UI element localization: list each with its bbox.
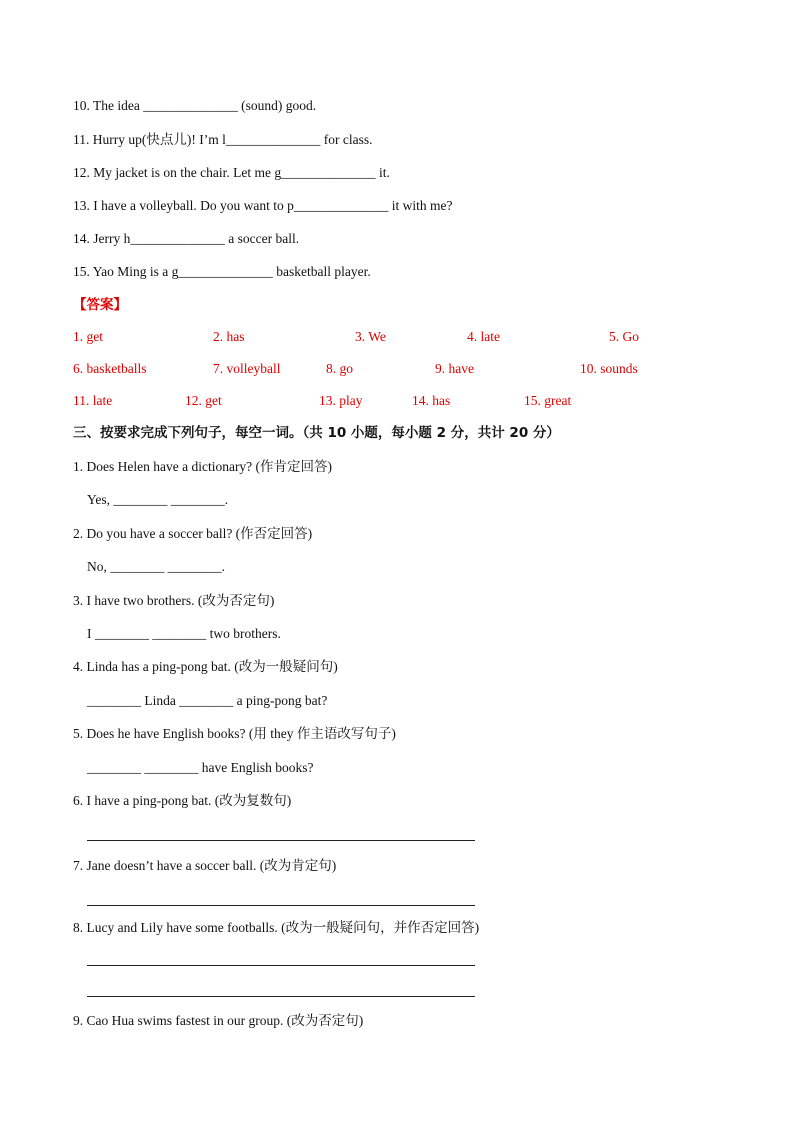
part3-answer-4: ________ Linda ________ a ping-pong bat? — [87, 693, 328, 708]
part3-question-9: 9. Cao Hua swims fastest in our group. (改为否定句) — [73, 1013, 364, 1028]
answer-2: 2. has — [213, 329, 245, 344]
answer-15: 15. great — [524, 393, 572, 408]
answer-1: 1. get — [73, 329, 103, 344]
answer-12: 12. get — [185, 393, 222, 408]
answer-3: 3. We — [355, 329, 386, 344]
question-11: 11. Hurry up(快点儿)! I’m l______________ for class. — [73, 132, 373, 147]
answer-line-8a — [87, 965, 475, 966]
answer-8: 8. go — [326, 361, 353, 376]
part3-question-3: 3. I have two brothers. (改为否定句) — [73, 593, 275, 608]
part3-question-7: 7. Jane doesn’t have a soccer ball. (改为肯定句) — [73, 858, 337, 873]
answer-13: 13. play — [319, 393, 363, 408]
answer-9: 9. have — [435, 361, 474, 376]
answer-10: 10. sounds — [580, 361, 638, 376]
part3-answer-1: Yes, ________ ________. — [87, 492, 229, 507]
answer-line-7 — [87, 905, 475, 906]
question-10: 10. The idea ______________ (sound) good. — [73, 98, 317, 113]
part3-answer-2: No, ________ ________. — [87, 559, 225, 574]
part3-question-8: 8. Lucy and Lily have some footballs. (改为一般疑问句，并作否定回答) — [73, 920, 480, 935]
question-13: 13. I have a volleyball. Do you want to p______________ it with me? — [73, 198, 453, 213]
answer-4: 4. late — [467, 329, 500, 344]
answer-14: 14. has — [412, 393, 451, 408]
part3-question-2: 2. Do you have a soccer ball? (作否定回答) — [73, 526, 313, 541]
part3-question-5: 5. Does he have English books? (用 they 作主语改写句子) — [73, 726, 396, 741]
part3-answer-3: I ________ ________ two brothers. — [87, 626, 281, 641]
part3-question-1: 1. Does Helen have a dictionary? (作肯定回答) — [73, 459, 333, 474]
question-12: 12. My jacket is on the chair. Let me g______________ it. — [73, 165, 390, 180]
question-15: 15. Yao Ming is a g______________ basketball player. — [73, 264, 371, 279]
part3-answer-5: ________ ________ have English books? — [87, 760, 314, 775]
answer-6: 6. basketballs — [73, 361, 147, 376]
answer-5: 5. Go — [609, 329, 639, 344]
part3-question-6: 6. I have a ping-pong bat. (改为复数句) — [73, 793, 292, 808]
answer-line-6 — [87, 840, 475, 841]
part3-question-4: 4. Linda has a ping-pong bat. (改为一般疑问句) — [73, 659, 338, 674]
section-3-heading: 三、按要求完成下列句子，每空一词。（共 10 小题，每小题 2 分，共计 20 分） — [73, 425, 560, 441]
answer-7: 7. volleyball — [213, 361, 281, 376]
question-14: 14. Jerry h______________ a soccer ball. — [73, 231, 300, 246]
answer-heading: 【答案】 — [73, 297, 127, 313]
answer-line-8b — [87, 996, 475, 997]
answer-11: 11. late — [73, 393, 113, 408]
